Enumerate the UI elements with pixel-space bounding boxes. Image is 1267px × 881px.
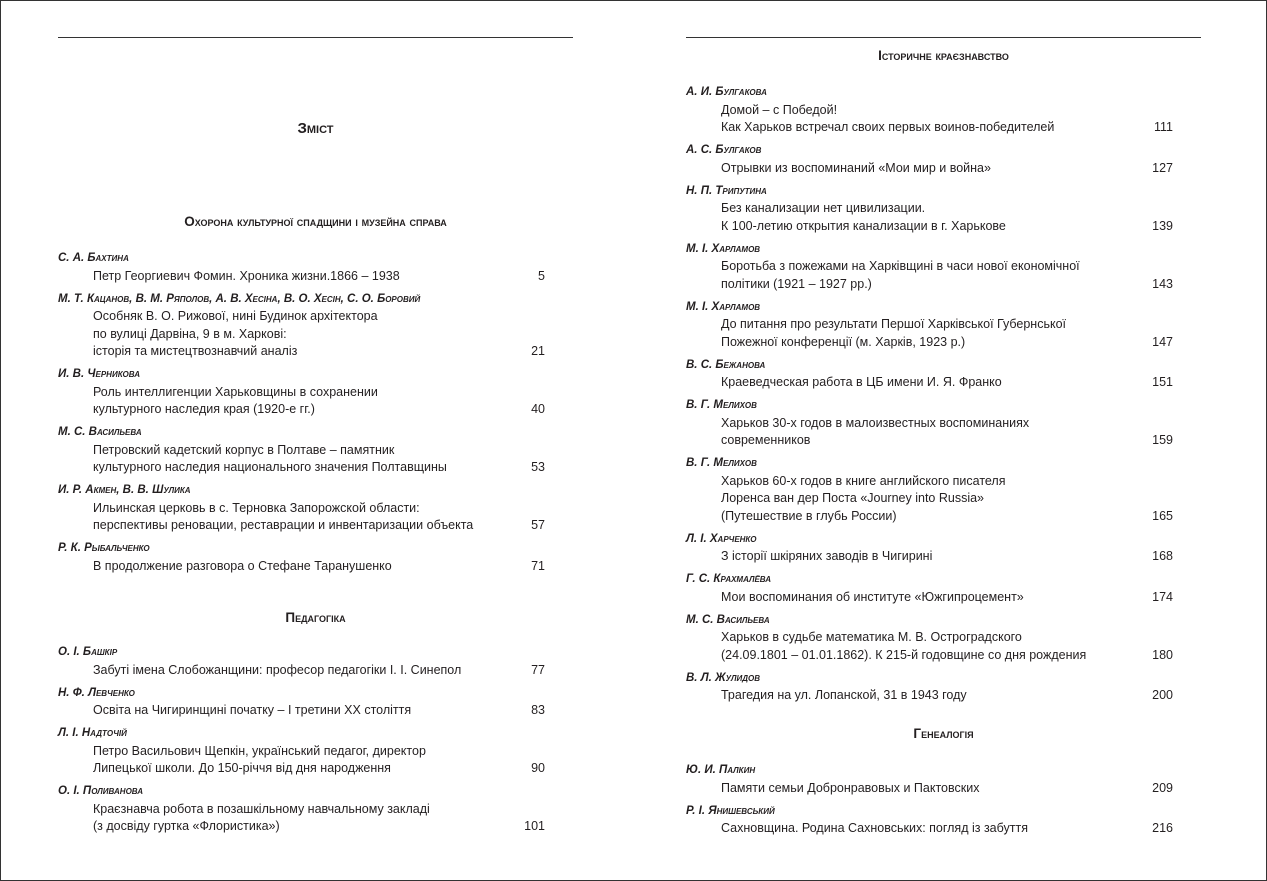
entry-title-line: Пожежної конференції (м. Харків, 1923 р.)	[721, 334, 966, 349]
entry-title-line: Отрывки из воспоминаний «Мои мир и война»	[721, 160, 991, 175]
entry-title-line: До питання про результати Першої Харківської Губернської	[721, 317, 1066, 331]
entry-title-line: історія та мистецтвознавчий аналіз	[93, 344, 298, 358]
entry-title-line: Харьков в судьбе математика М. В. Остроградского	[721, 630, 1022, 644]
toc-entry[interactable]	[686, 455, 1201, 525]
entry-page-number: 101	[524, 819, 545, 833]
entry-title-line: Краеведческая работа в ЦБ имени И. Я. Франко	[721, 375, 1002, 389]
toc-entry[interactable]	[686, 142, 1201, 177]
entry-title-line: современников	[721, 433, 811, 447]
entry-author: И. Р. Акмен, В. В. Шулика	[58, 484, 191, 496]
toc-entry[interactable]	[686, 571, 1201, 606]
entry-title-line: Без канализации нет цивилизации.	[721, 201, 926, 215]
entry-page-number: 21	[531, 344, 545, 358]
section-heading: Історичне краєзнавство	[878, 48, 1009, 63]
entry-title-line: Забуті імена Слобожанщини: професор педагогіки І. І. Синепол	[93, 662, 462, 677]
toc-entry[interactable]	[686, 762, 1201, 797]
entry-author: М. І. Харламов	[686, 300, 761, 313]
entry-page-number: 111	[1153, 120, 1173, 134]
toc-entry[interactable]	[58, 250, 573, 285]
entry-page-number: 40	[531, 402, 545, 416]
entry-title-line: Трагедия на ул. Лопанской, 31 в 1943 году	[721, 688, 967, 702]
entry-author: Ю. И. Палкин	[686, 764, 756, 776]
section-heading: Охорона культурної спадщини і музейна справа	[184, 214, 447, 229]
entry-author: И. В. Черникова	[58, 368, 140, 380]
entry-author: А. И. Булгакова	[686, 86, 767, 98]
entry-title-line: К 100-летию открытия канализации в г. Харькове	[721, 218, 1006, 233]
toc-entries	[58, 250, 573, 581]
entry-title-line: З історії шкіряних заводів в Чигирині	[721, 549, 933, 563]
entry-page-number: 174	[1152, 589, 1173, 604]
entry-page-number: 127	[1152, 160, 1173, 175]
entry-title-line: (24.09.1801 – 01.01.1862). К 215-й годовщине со дня рождения	[721, 647, 1087, 662]
toc-section	[58, 609, 573, 833]
entry-author: М. С. Васильева	[686, 613, 770, 626]
entry-page-number: 151	[1152, 375, 1173, 389]
toc-entry[interactable]	[58, 291, 573, 361]
entry-title-line: Петровский кадетский корпус в Полтаве – памятник	[93, 442, 395, 457]
entry-page-number: 180	[1152, 647, 1173, 662]
section-heading: Генеалогія	[913, 726, 974, 741]
toc-entry[interactable]	[58, 783, 573, 836]
entry-author: В. С. Бежанова	[686, 358, 766, 371]
entry-page-number: 139	[1152, 218, 1173, 233]
entry-title-line: Роль интеллигенции Харьковщины в сохранении	[93, 384, 378, 399]
entry-author: Н. П. Трипутина	[686, 184, 767, 197]
entry-page-number: 165	[1152, 508, 1173, 523]
entry-title-line: Краєзнавча робота в позашкільному навчальному закладі	[93, 801, 430, 816]
entry-title-line: Лоренса ван дер Поста «Journey into Russia»	[721, 491, 985, 505]
toc-entries	[686, 84, 1201, 710]
entry-title-line: (з досвіду гуртка «Флористика»)	[93, 819, 280, 833]
entry-title-line: В продолжение разговора о Стефане Таранушенко	[93, 558, 392, 573]
entry-author: Л. І. Харченко	[686, 532, 757, 545]
entry-page-number: 200	[1152, 688, 1173, 702]
entry-title-line: Петро Васильович Щепкін, український педагог, директор	[93, 743, 426, 758]
toc-entry[interactable]	[686, 531, 1201, 566]
entry-title-line: Боротьба з пожежами на Харківщині в часи нової економічної	[721, 259, 1080, 273]
toc-entry[interactable]	[58, 366, 573, 419]
toc-section	[58, 213, 573, 573]
left-page-top-rule	[58, 37, 573, 38]
entry-title-line: (Путешествие в глубь России)	[721, 508, 897, 523]
toc-entry[interactable]	[686, 803, 1201, 838]
entry-title-line: Липецької школи. До 150-річчя від дня народження	[93, 761, 391, 775]
entry-author: В. Л. Жулидов	[686, 671, 760, 684]
entry-author: В. Г. Мелихов	[686, 399, 757, 411]
entry-author: О. І. Поливанова	[58, 785, 144, 797]
entry-title-line: Ильинская церковь в с. Терновка Запорожской области:	[93, 500, 420, 515]
toc-entry[interactable]	[686, 299, 1201, 352]
right-page-top-rule	[686, 37, 1201, 38]
entry-title-line: Мои воспоминания об институте «Южгипроцемент»	[721, 589, 1024, 604]
page-title: Зміст	[297, 120, 334, 137]
entry-title-line: перспективы реновации, реставрации и инвентаризации объекта	[93, 518, 474, 532]
entry-title-line: Харьков 30-х годов в малоизвестных воспоминаниях	[721, 415, 1030, 430]
toc-entry[interactable]	[686, 612, 1201, 665]
toc-entry[interactable]	[686, 241, 1201, 294]
entry-page-number: 57	[531, 518, 545, 532]
entry-author: М. І. Харламов	[686, 242, 761, 255]
entry-page-number: 90	[531, 761, 545, 775]
entry-page-number: 159	[1152, 433, 1173, 447]
entry-page-number: 77	[531, 662, 545, 677]
entry-page-number: 209	[1152, 780, 1173, 795]
toc-entry[interactable]	[58, 424, 573, 477]
entry-title-line: Харьков 60-х годов в книге английского писателя	[721, 473, 1006, 488]
entry-title-line: Памяти семьи Добронравовых и Пактовских	[721, 780, 980, 795]
toc-entries	[686, 762, 1201, 843]
toc-entry[interactable]	[686, 397, 1201, 450]
entry-author: Л. І. Надточій	[58, 727, 127, 739]
entry-title-line: культурного наследия края (1920-е гг.)	[93, 402, 315, 416]
entry-page-number: 147	[1152, 334, 1173, 349]
entry-title-line: культурного наследия национального значения Полтавщины	[93, 460, 447, 474]
entry-title-line: Освіта на Чигиринщині початку – І третини ХХ століття	[93, 703, 412, 717]
entry-title-line: Сахновщина. Родина Сахновських: погляд із забуття	[721, 821, 1028, 835]
entry-page-number: 216	[1152, 821, 1173, 835]
section-heading: Педагогіка	[285, 610, 346, 625]
toc-section	[686, 725, 1201, 835]
entry-author: Н. Ф. Левченко	[58, 686, 135, 699]
toc-entry[interactable]	[58, 725, 573, 778]
toc-entry[interactable]	[686, 84, 1201, 137]
entry-title-line: політики (1921 – 1927 рр.)	[721, 276, 872, 291]
toc-entry[interactable]	[686, 670, 1201, 705]
toc-entry[interactable]	[58, 644, 573, 679]
toc-entry[interactable]	[58, 482, 573, 535]
entry-author: С. А. Бахтина	[58, 252, 129, 264]
entry-page-number: 71	[531, 558, 545, 573]
entry-author: Г. С. Крахмалёва	[686, 573, 772, 585]
entry-author: О. І. Башкір	[58, 646, 118, 658]
toc-entry[interactable]	[58, 540, 573, 575]
entry-page-number: 143	[1152, 276, 1173, 291]
entry-title-line: Домой – с Победой!	[721, 102, 838, 117]
entry-author: Р. К. Рыбальченко	[58, 542, 150, 554]
toc-section	[686, 47, 1201, 702]
toc-entry[interactable]	[58, 685, 573, 720]
entry-author: А. С. Булгаков	[686, 144, 762, 156]
entry-page-number: 168	[1152, 549, 1173, 563]
entry-author: В. Г. Мелихов	[686, 457, 757, 469]
toc-entries	[58, 644, 573, 841]
entry-page-number: 83	[531, 703, 545, 717]
entry-page-number: 5	[538, 268, 545, 283]
toc-entry[interactable]	[686, 183, 1201, 236]
entry-author: М. С. Васильева	[58, 426, 142, 438]
entry-title-line: Петр Георгиевич Фомин. Хроника жизни.1866 – 1938	[93, 268, 400, 283]
toc-entry[interactable]	[686, 357, 1201, 392]
entry-author: М. Т. Кацанов, В. М. Ряполов, А. В. Хесіна, В. О. Хесін, С. О. Боровий	[58, 292, 421, 305]
entry-title-line: по вулиці Дарвіна, 9 в м. Харкові:	[93, 326, 287, 341]
entry-page-number: 53	[531, 460, 545, 474]
entry-title-line: Как Харьков встречал своих первых воинов-победителей	[721, 120, 1055, 134]
entry-author: Р. І. Янишевський	[686, 804, 775, 817]
entry-title-line: Особняк В. О. Рижової, нині Будинок архітектора	[93, 309, 378, 323]
